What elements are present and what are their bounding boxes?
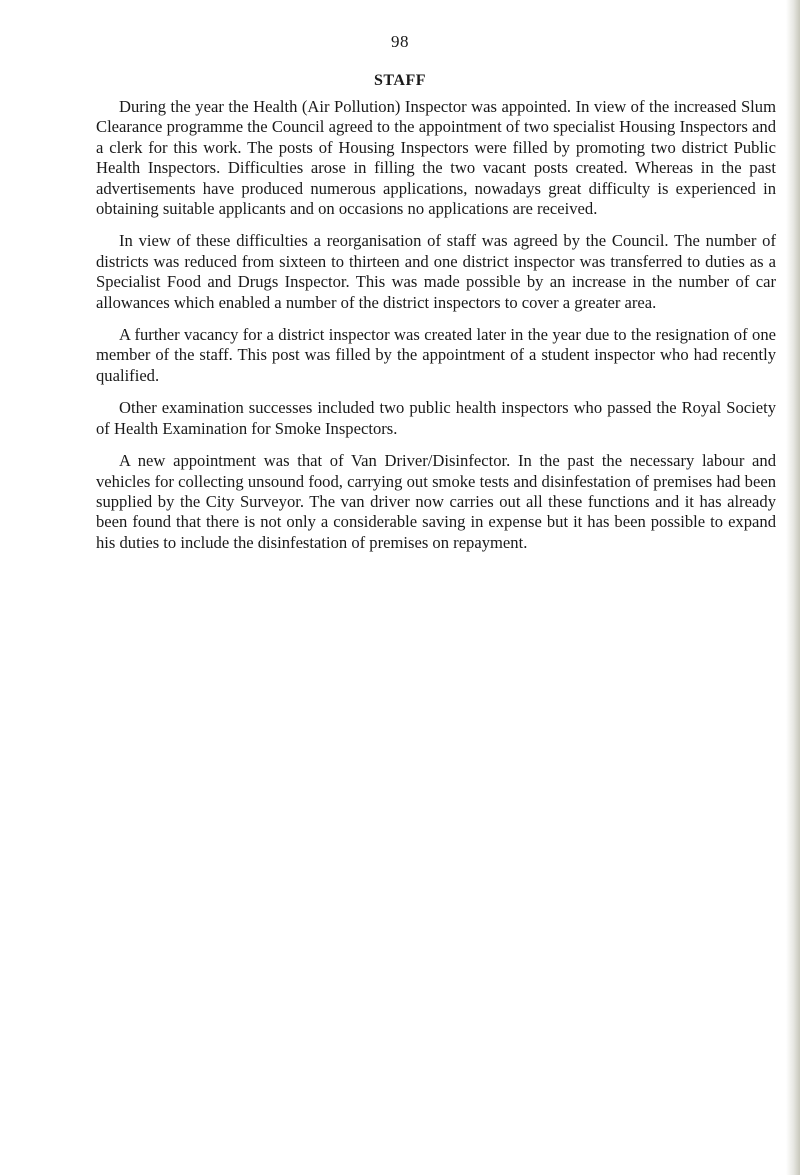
paragraph-appointments: During the year the Health (Air Pollution) Inspector was appointed. In view of the increased Slum Clearance programme the Council agreed to the appointment of two specialist Housing Inspectors and a clerk for this work. The posts of Housing Inspectors were filled by promoting two district Public Health Inspectors. Difficulties arose in filling the two vacant posts created. Whereas in the past advertisements have produced numerous applications, nowadays great difficulty is experienced in obtaining suitable applicants and on occasions no applications are received. xyxy=(96,97,776,219)
paragraph-examinations: Other examination successes included two public health inspectors who passed the Royal Society of Health Examination for Smoke Inspectors. xyxy=(96,398,776,438)
paragraph-van-driver: A new appointment was that of Van Driver/Disinfector. In the past the necessary labour and vehicles for collecting unsound food, carrying out smoke tests and disinfestation of premises had been supplied by the City Surveyor. The van driver now carries out all these functions and it has already been found that there is not only a considerable saving in expense but it has been possible to expand his duties to include the disinfestation of premises on repayment. xyxy=(96,451,776,552)
page-number: 98 xyxy=(391,32,409,51)
section-heading: STAFF xyxy=(374,72,426,89)
body-text xyxy=(96,97,776,565)
paragraph-vacancy: A further vacancy for a district inspector was created later in the year due to the resignation of one member of the staff. This post was filled by the appointment of a student inspector who had recently qualified. xyxy=(96,325,776,385)
page-edge-shadow xyxy=(786,0,800,1175)
paragraph-reorganisation: In view of these difficulties a reorganisation of staff was agreed by the Council. The number of districts was reduced from sixteen to thirteen and one district inspector was transferred to duties as a Specialist Food and Drugs Inspector. This was made possible by an increase in the number of car allowances which enabled a number of the district inspectors to cover a greater area. xyxy=(96,231,776,312)
